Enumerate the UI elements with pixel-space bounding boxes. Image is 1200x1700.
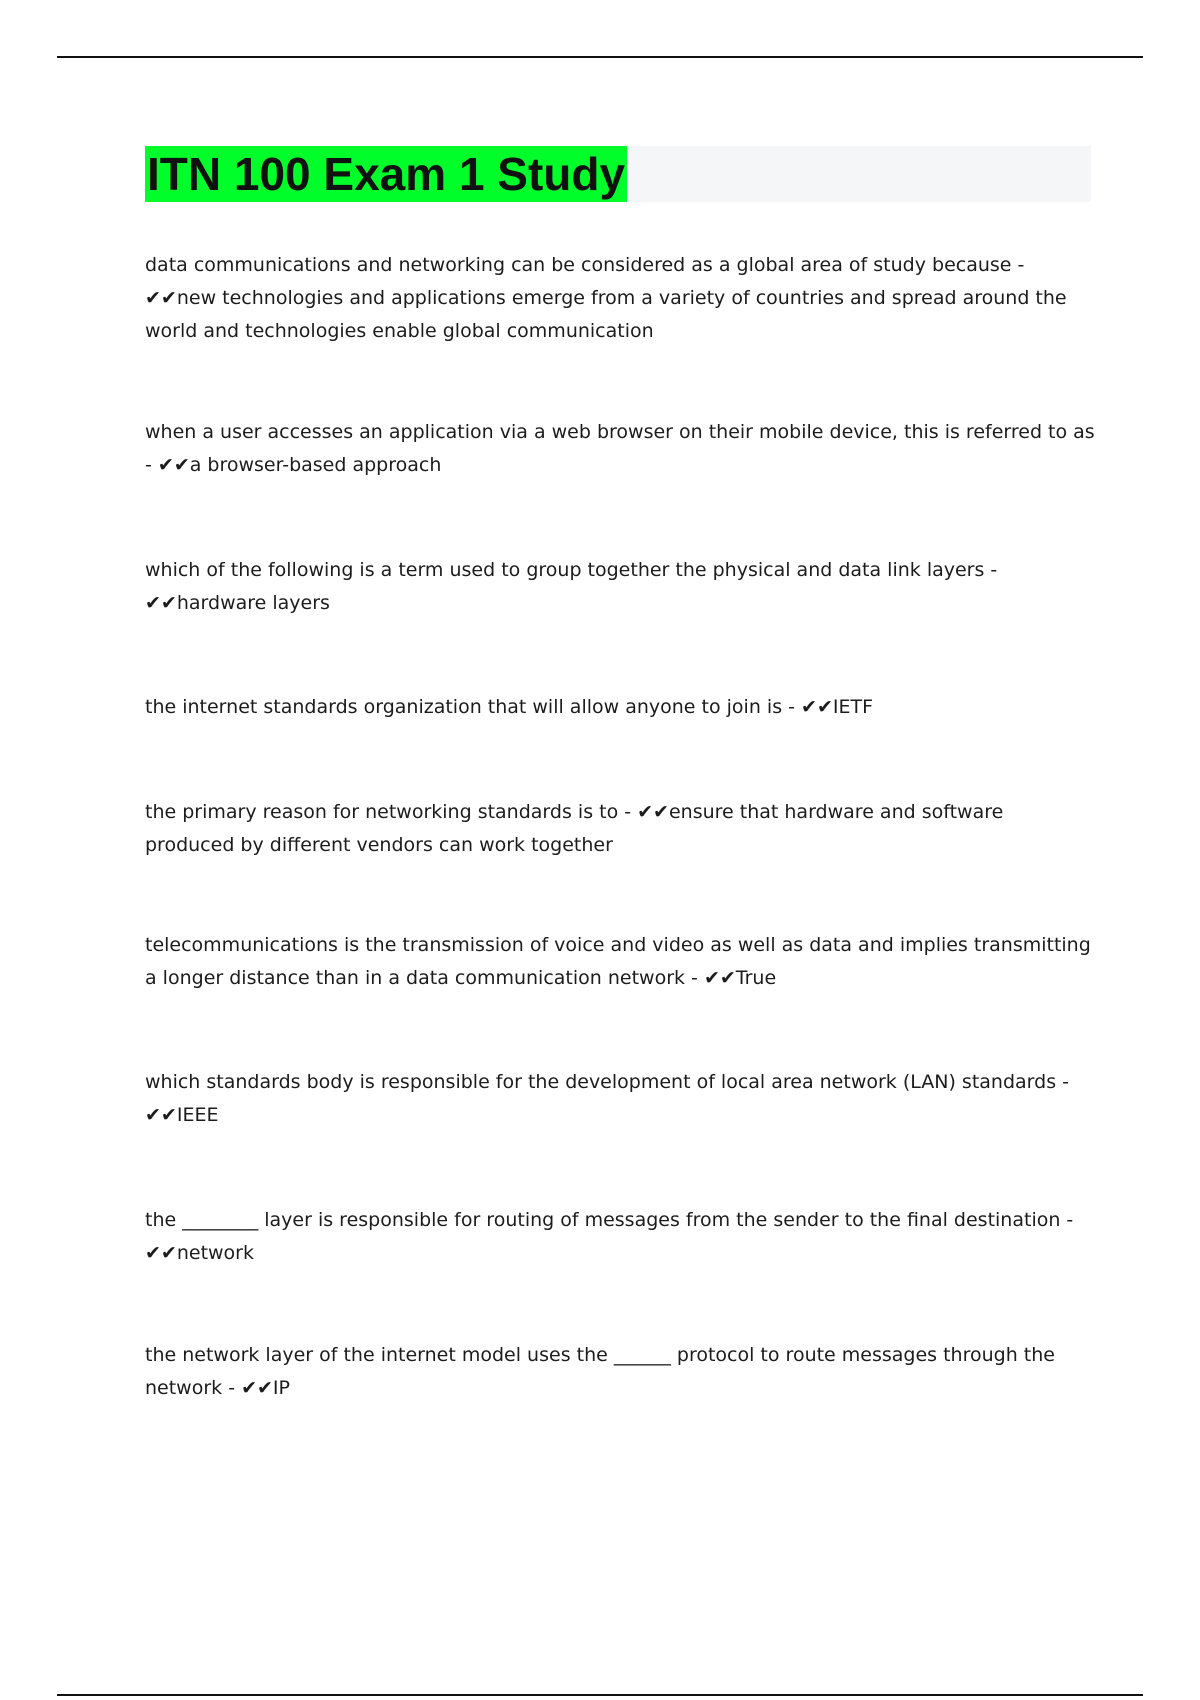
qa-item-4: the internet standards organization that will allow anyone to join is - ✔✔IETF [145, 696, 874, 718]
qa-item-7: which standards body is responsible for the development of local area network (LAN) standards - ✔✔IEEE [145, 1071, 1070, 1126]
qa-item-8: the ________ layer is responsible for routing of messages from the sender to the final destination - ✔✔network [145, 1209, 1074, 1264]
qa-item-2: when a user accesses an application via a web browser on their mobile device, this is referred to as - ✔✔a browser-based approach [145, 421, 1095, 476]
header-rule [57, 56, 1143, 58]
qa-item-5: the primary reason for networking standards is to - ✔✔ensure that hardware and software produced by different vendors can work together [145, 801, 1004, 856]
document-title: ITN 100 Exam 1 Study [147, 148, 626, 200]
qa-item-1: data communications and networking can be considered as a global area of study because - ✔✔new technologies and applications emerge from a variety of countries and spread around the world and technologies enable global communication [145, 254, 1067, 342]
footer-rule [57, 1694, 1143, 1696]
qa-item-3: which of the following is a term used to group together the physical and data link layers - ✔✔hardware layers [145, 559, 998, 614]
qa-item-6: telecommunications is the transmission of voice and video as well as data and implies transmitting a longer distance than in a data communication network - ✔✔True [145, 934, 1091, 989]
qa-item-9: the network layer of the internet model uses the ______ protocol to route messages through the network - ✔✔IP [145, 1344, 1055, 1399]
